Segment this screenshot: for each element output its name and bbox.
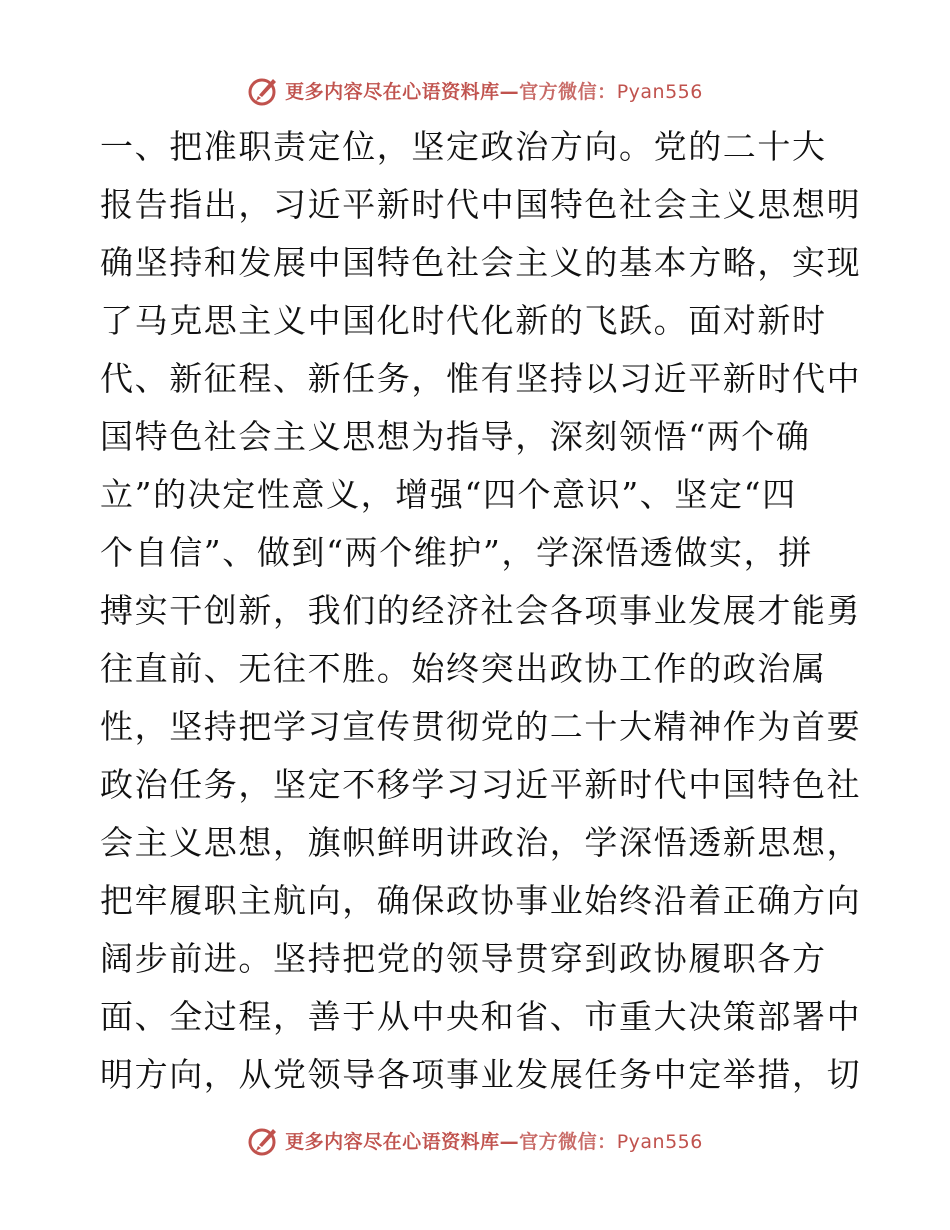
watermark-site: 更多内容尽在心语资料库: [285, 80, 500, 103]
body-line: 把牢履职主航向，确保政协事业始终沿着正确方向: [100, 881, 862, 920]
watermark-wechat-id: Pyan556: [616, 80, 703, 103]
body-line: 个自信”、做到“两个维护”，学深悟透做实，拼: [100, 533, 813, 572]
watermark-colon: ：: [597, 1130, 617, 1153]
body-line: 明方向，从党领导各项事业发展任务中定举措，切: [100, 1055, 862, 1094]
body-line: 政治任务，坚定不移学习习近平新时代中国特色社: [100, 765, 862, 804]
body-line: 阔步前进。坚持把党的领导贯穿到政协履职各方: [100, 939, 827, 978]
watermark-colon: ：: [597, 80, 617, 103]
watermark-official: 官方微信: [519, 1130, 598, 1153]
body-line: 立”的决定性意义，增强“四个意识”、坚定“四: [100, 475, 797, 514]
quill-pen-circle-icon: [247, 1123, 281, 1157]
header-watermark: [0, 72, 950, 108]
body-line: 了马克思主义中国化时代化新的飞跃。面对新时: [100, 301, 827, 340]
body-line: 一、把准职责定位，坚定政治方向。党的二十大: [100, 127, 827, 166]
quill-pen-circle-icon: [247, 73, 281, 107]
watermark-wechat-id: Pyan556: [616, 1130, 703, 1153]
watermark-official: 官方微信: [519, 80, 598, 103]
body-line: 性，坚持把学习宣传贯彻党的二十大精神作为首要: [100, 707, 862, 746]
watermark-text: [285, 77, 703, 104]
watermark-site: 更多内容尽在心语资料库: [285, 1130, 500, 1153]
footer-watermark: [0, 1122, 950, 1158]
watermark-text: [285, 1127, 703, 1154]
body-line: 代、新征程、新任务，惟有坚持以习近平新时代中: [100, 359, 862, 398]
body-line: 面、全过程，善于从中央和省、市重大决策部署中: [100, 997, 862, 1036]
body-line: 国特色社会主义思想为指导，深刻领悟“两个确: [100, 417, 811, 456]
watermark-separator: —: [499, 80, 520, 103]
body-line: 确坚持和发展中国特色社会主义的基本方略，实现: [100, 243, 862, 282]
body-line: 报告指出，习近平新时代中国特色社会主义思想明: [100, 185, 862, 224]
body-line: 会主义思想，旗帜鲜明讲政治，学深悟透新思想，: [100, 823, 862, 862]
watermark-separator: —: [499, 1130, 520, 1153]
body-line: 搏实干创新，我们的经济社会各项事业发展才能勇: [100, 591, 862, 630]
body-line: 往直前、无往不胜。始终突出政协工作的政治属: [100, 649, 827, 688]
document-body: [100, 118, 862, 1104]
